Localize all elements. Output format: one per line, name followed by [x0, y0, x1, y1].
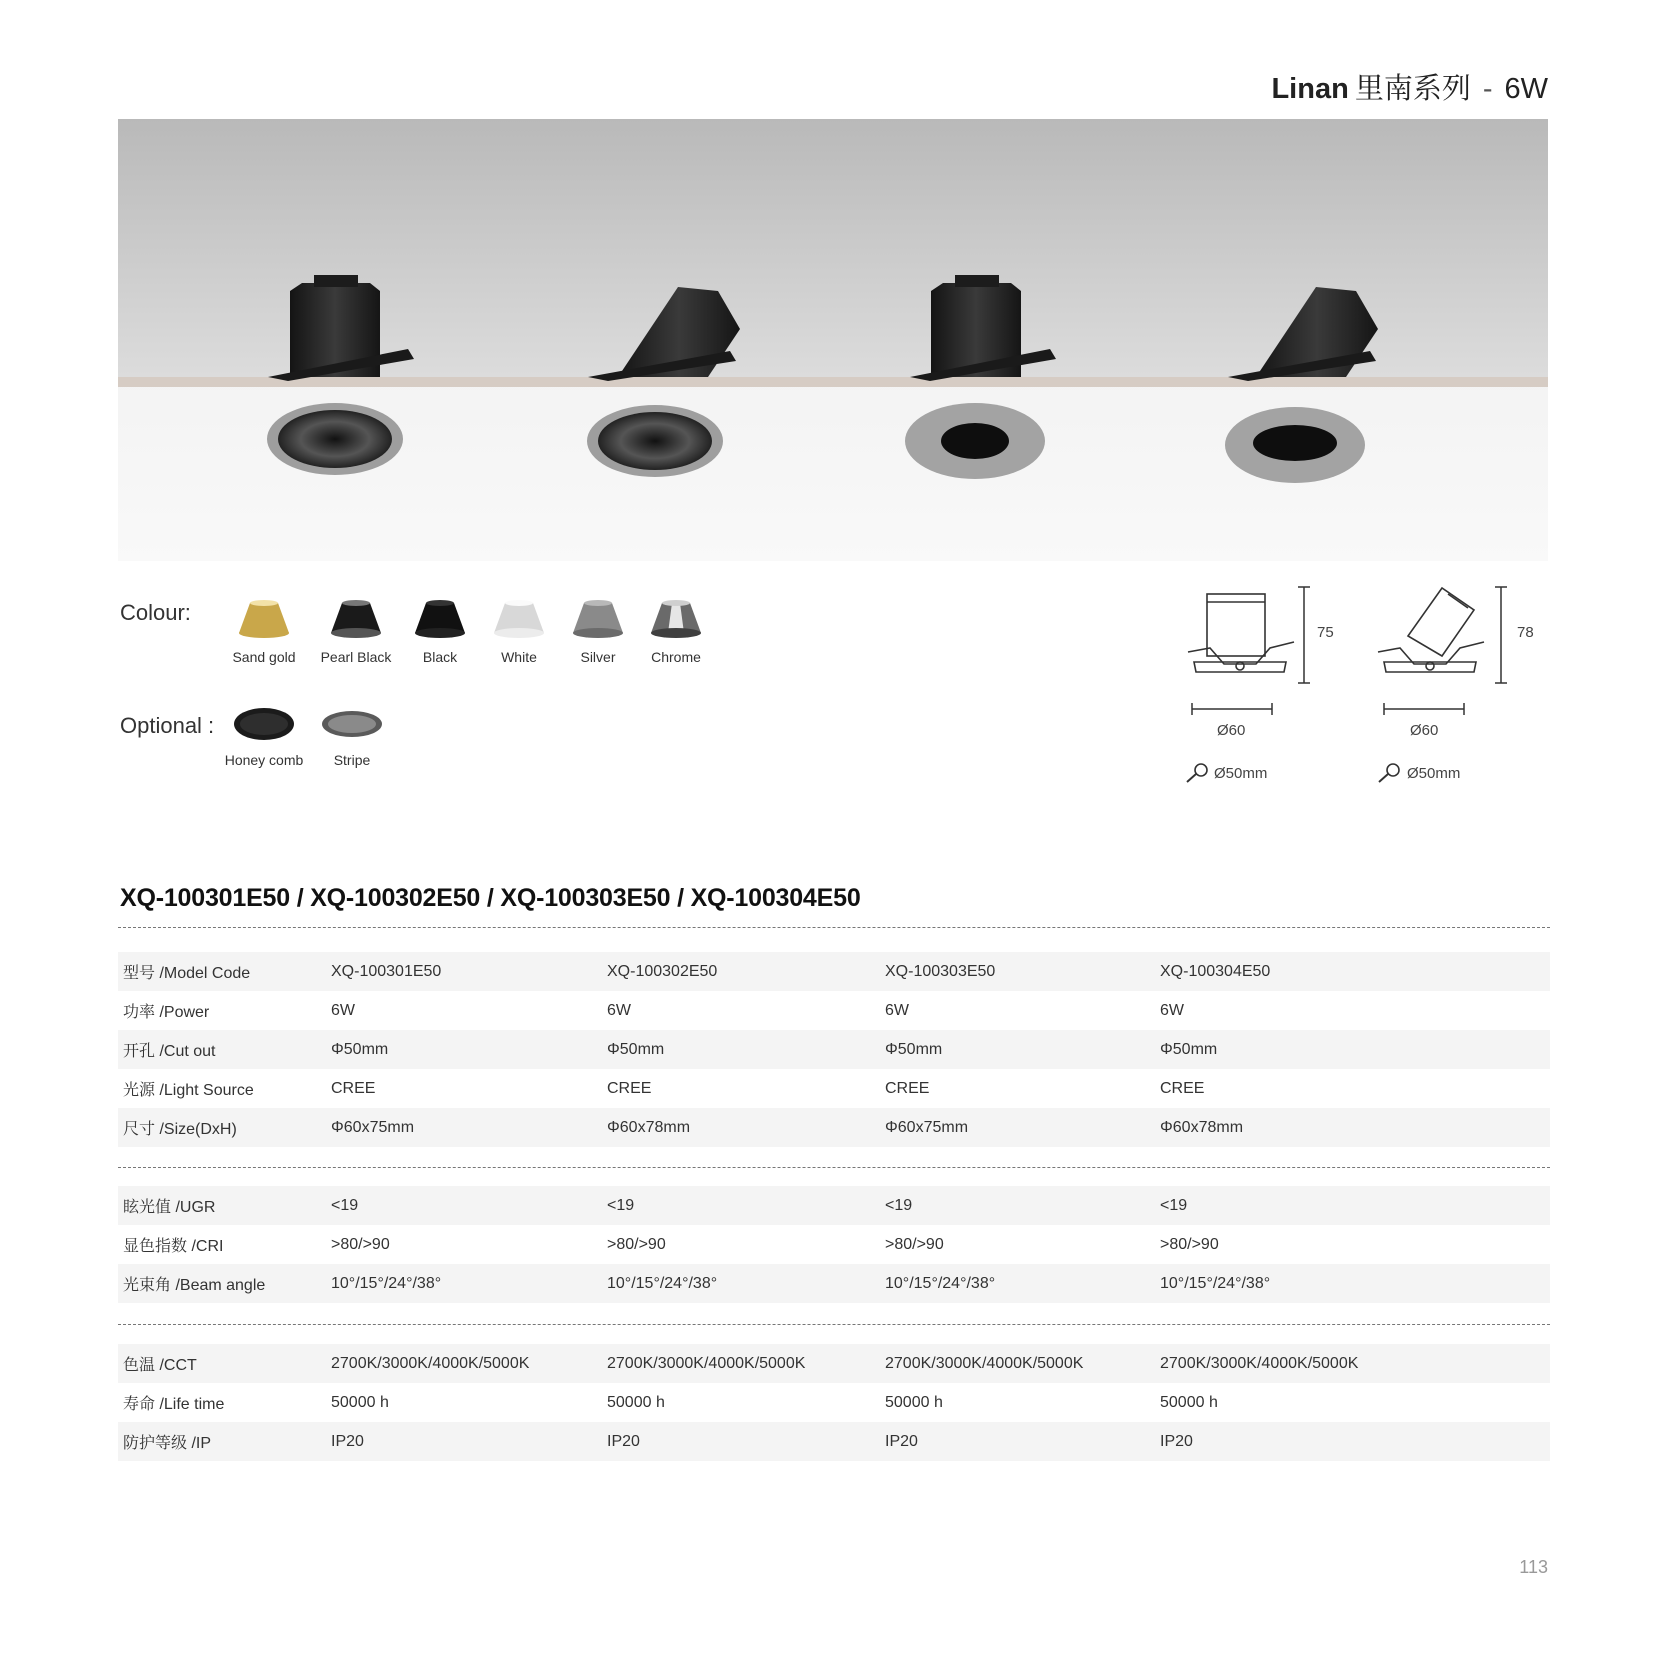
spec-value: 10°/15°/24°/38° — [1160, 1274, 1271, 1292]
spec-row-life-time — [118, 1383, 1550, 1422]
colour-name: Pearl Black — [320, 649, 392, 665]
spec-value: 10°/15°/24°/38° — [331, 1274, 442, 1292]
spec-value: Φ50mm — [607, 1040, 665, 1058]
series-name: 里南系列 — [1354, 73, 1471, 105]
diameter-value: Ø60 — [1217, 722, 1246, 739]
colour-name: White — [501, 649, 537, 665]
spec-row-size — [118, 1108, 1550, 1147]
spec-value: CREE — [331, 1079, 376, 1097]
spec-label: 光束角 /Beam angle — [123, 1277, 266, 1294]
spec-value: 50000 h — [1160, 1393, 1218, 1411]
spec-value: <19 — [885, 1196, 913, 1214]
fixture-straight-drawing-icon — [1180, 580, 1300, 710]
wattage: 6W — [1504, 73, 1548, 105]
spec-value: 2700K/3000K/4000K/5000K — [1160, 1354, 1359, 1372]
cutout-value: Ø50mm — [1407, 765, 1461, 782]
spec-value: 6W — [1160, 1001, 1184, 1019]
spec-value: IP20 — [1160, 1432, 1193, 1450]
spec-label: 光源 /Light Source — [123, 1082, 254, 1099]
spec-label: 功率 /Power — [123, 1004, 210, 1021]
colour-swatch-pearl-black — [311, 597, 401, 665]
colour-label: Colour: — [120, 600, 191, 625]
optional-label: Optional : — [120, 713, 215, 738]
spec-row-light-source — [118, 1069, 1550, 1108]
colour-name: Black — [422, 649, 458, 665]
spec-value: >80/>90 — [1160, 1235, 1219, 1253]
spec-value: Φ50mm — [1160, 1040, 1218, 1058]
colour-swatch-silver — [553, 597, 643, 665]
spec-table-optical — [118, 1186, 1550, 1303]
shade-icon — [491, 597, 547, 639]
product-hero-image — [118, 119, 1548, 561]
spec-table-electrical — [118, 1344, 1550, 1461]
spec-value: XQ-100304E50 — [1160, 962, 1271, 980]
spec-value: Φ60x78mm — [1160, 1118, 1244, 1136]
height-value: 78 — [1517, 624, 1534, 641]
spec-value: IP20 — [607, 1432, 640, 1450]
spec-value: IP20 — [885, 1432, 918, 1450]
spec-value: 10°/15°/24°/38° — [885, 1274, 996, 1292]
diameter-dimension-line-icon — [1190, 702, 1274, 716]
stripe-icon — [320, 706, 384, 742]
page-number: 113 — [1519, 1557, 1548, 1577]
spec-value: >80/>90 — [885, 1235, 944, 1253]
spec-value: CREE — [607, 1079, 652, 1097]
spec-value: CREE — [1160, 1079, 1205, 1097]
spec-value: CREE — [885, 1079, 930, 1097]
spec-value: 50000 h — [607, 1393, 665, 1411]
spec-label: 尺寸 /Size(DxH) — [123, 1121, 237, 1138]
cutout-saw-icon — [1376, 762, 1402, 784]
spec-row-power — [118, 991, 1550, 1030]
spec-label: 显色指数 /CRI — [123, 1238, 224, 1255]
spec-value: IP20 — [331, 1432, 364, 1450]
height-dimension-line-icon — [1296, 585, 1312, 687]
diameter-dimension-line-icon — [1382, 702, 1466, 716]
shade-icon — [412, 597, 468, 639]
spec-value: >80/>90 — [331, 1235, 390, 1253]
spec-row-model-code — [118, 952, 1550, 991]
height-dimension-line-icon — [1493, 585, 1509, 687]
brand-name: Linan — [1271, 73, 1349, 105]
divider — [118, 927, 1550, 928]
spec-value: 50000 h — [885, 1393, 943, 1411]
spec-label: 寿命 /Life time — [123, 1396, 225, 1413]
spec-label: 开孔 /Cut out — [123, 1043, 216, 1060]
spec-row-ip — [118, 1422, 1550, 1461]
optional-name: Stripe — [333, 752, 371, 768]
spec-label: 眩光值 /UGR — [123, 1199, 216, 1216]
spec-value: <19 — [607, 1196, 635, 1214]
spec-value: XQ-100302E50 — [607, 962, 718, 980]
spec-label: 色温 /CCT — [123, 1357, 197, 1374]
colour-name: Silver — [580, 649, 616, 665]
spec-row-beam-angle — [118, 1264, 1550, 1303]
divider — [118, 1167, 1550, 1168]
spec-value: 2700K/3000K/4000K/5000K — [885, 1354, 1084, 1372]
spec-value: Φ50mm — [885, 1040, 943, 1058]
diameter-value: Ø60 — [1410, 722, 1439, 739]
divider — [118, 1324, 1550, 1325]
fixture-tilted-drawing-icon — [1370, 580, 1490, 710]
optional-honeycomb — [219, 706, 309, 768]
colour-swatch-sand-gold — [219, 597, 309, 665]
header-separator: - — [1482, 73, 1493, 105]
colour-swatch-black — [395, 597, 485, 665]
colour-name: Chrome — [651, 649, 701, 665]
colour-swatch-chrome — [631, 597, 721, 665]
colour-swatch-white — [474, 597, 564, 665]
spec-value: Φ60x78mm — [607, 1118, 691, 1136]
spec-label: 防护等级 /IP — [123, 1435, 212, 1452]
cutout-saw-icon — [1184, 762, 1210, 784]
spec-value: 6W — [607, 1001, 631, 1019]
models-title: XQ-100301E50 / XQ-100302E50 / XQ-100303E50 / XQ-100304E50 — [120, 884, 861, 912]
height-value: 75 — [1317, 624, 1334, 641]
shade-icon — [570, 597, 626, 639]
shade-icon — [328, 597, 384, 639]
spec-value: 10°/15°/24°/38° — [607, 1274, 718, 1292]
spec-label: 型号 /Model Code — [123, 965, 251, 982]
spec-value: 6W — [885, 1001, 909, 1019]
honeycomb-icon — [232, 706, 296, 742]
spec-value: XQ-100303E50 — [885, 962, 996, 980]
spec-value: XQ-100301E50 — [331, 962, 442, 980]
spec-value: 50000 h — [331, 1393, 389, 1411]
cutout-value: Ø50mm — [1214, 765, 1268, 782]
spec-value: 2700K/3000K/4000K/5000K — [607, 1354, 806, 1372]
spec-table-basic — [118, 952, 1550, 1147]
spec-value: Φ60x75mm — [331, 1118, 415, 1136]
spec-row-cri — [118, 1225, 1550, 1264]
spec-row-cut-out — [118, 1030, 1550, 1069]
spec-value: Φ60x75mm — [885, 1118, 969, 1136]
colour-name: Sand gold — [232, 649, 296, 665]
spec-value: >80/>90 — [607, 1235, 666, 1253]
spec-row-cct — [118, 1344, 1550, 1383]
optional-stripe — [307, 706, 397, 768]
optional-name: Honey comb — [224, 752, 304, 768]
spec-value: Φ50mm — [331, 1040, 389, 1058]
shade-icon — [236, 597, 292, 639]
shade-icon — [648, 597, 704, 639]
spec-row-ugr — [118, 1186, 1550, 1225]
spec-value: <19 — [1160, 1196, 1188, 1214]
spec-value: 6W — [331, 1001, 355, 1019]
page-header — [1271, 66, 1548, 107]
spec-value: 2700K/3000K/4000K/5000K — [331, 1354, 530, 1372]
spec-value: <19 — [331, 1196, 359, 1214]
